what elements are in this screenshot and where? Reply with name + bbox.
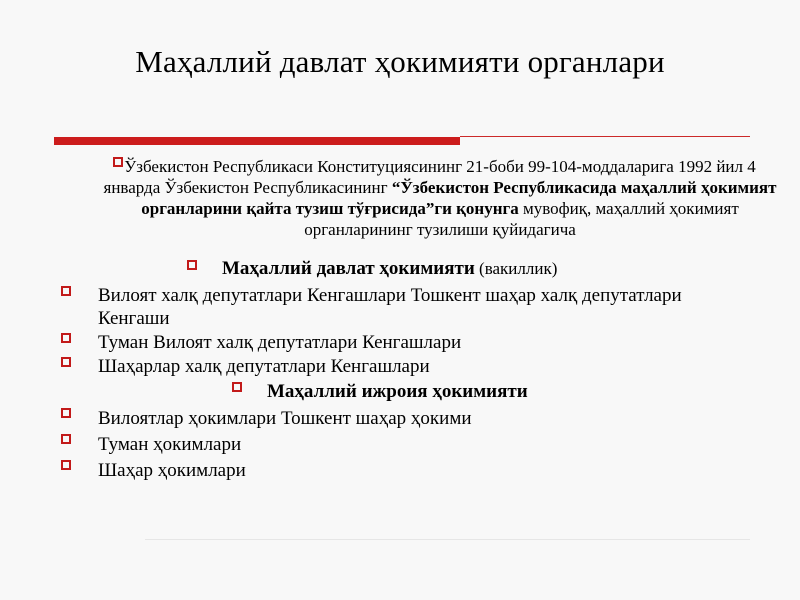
section-1-heading (222, 258, 557, 280)
hollow-square-bullet-icon (61, 434, 71, 444)
intro-text-2: мувофиқ, маҳаллий ҳокимият органларининг тузилиши қуйидагича (304, 199, 739, 239)
hollow-square-bullet-icon (61, 460, 71, 470)
hollow-square-bullet-icon (61, 333, 71, 343)
intro-text-1: Ўзбекистон Республикаси Конституциясининг 21-боби 99-104-моддаларига 1992 йил 4 январда Ўзбекистон Республикасининг (103, 157, 756, 197)
intro-law-title: “Ўзбекистон Республикасида маҳаллий ҳокимият органларини қайта тузиш тўғрисида”ги қонунга (141, 178, 777, 218)
hollow-square-bullet-icon (187, 260, 197, 270)
intro-paragraph (95, 156, 785, 240)
section-2-heading (267, 381, 528, 403)
hollow-square-bullet-icon (61, 408, 71, 418)
hollow-square-bullet-icon (61, 286, 71, 296)
list-item: Туман Вилоят халқ депутатлари Кенгашлари (98, 332, 462, 353)
title-underline-thick (54, 137, 460, 145)
list-item: Вилоятлар ҳокимлари Тошкент шаҳар ҳокими (98, 408, 472, 429)
list-item: Шаҳарлар халқ депутатлари Кенгашлари (98, 356, 430, 377)
hollow-square-bullet-icon (61, 357, 71, 367)
list-item: Вилоят халқ депутатлари Кенгашлари Тошкент шаҳар халқ депутатлари Кенгаши (98, 285, 682, 329)
list-item: Туман ҳокимлари (98, 434, 242, 455)
title-underline-thin (460, 136, 750, 137)
slide-title: Маҳаллий давлат ҳокимияти органлари (135, 44, 665, 79)
footer-divider (145, 539, 750, 540)
section-1-heading-bold: Маҳаллий давлат ҳокимияти (222, 258, 475, 279)
section-2-heading-bold: Маҳаллий ижроия ҳокимияти (267, 381, 528, 402)
hollow-square-bullet-icon (232, 382, 242, 392)
section-1-heading-note: (вакиллик) (474, 259, 558, 278)
list-item: Шаҳар ҳокимлари (98, 460, 246, 481)
